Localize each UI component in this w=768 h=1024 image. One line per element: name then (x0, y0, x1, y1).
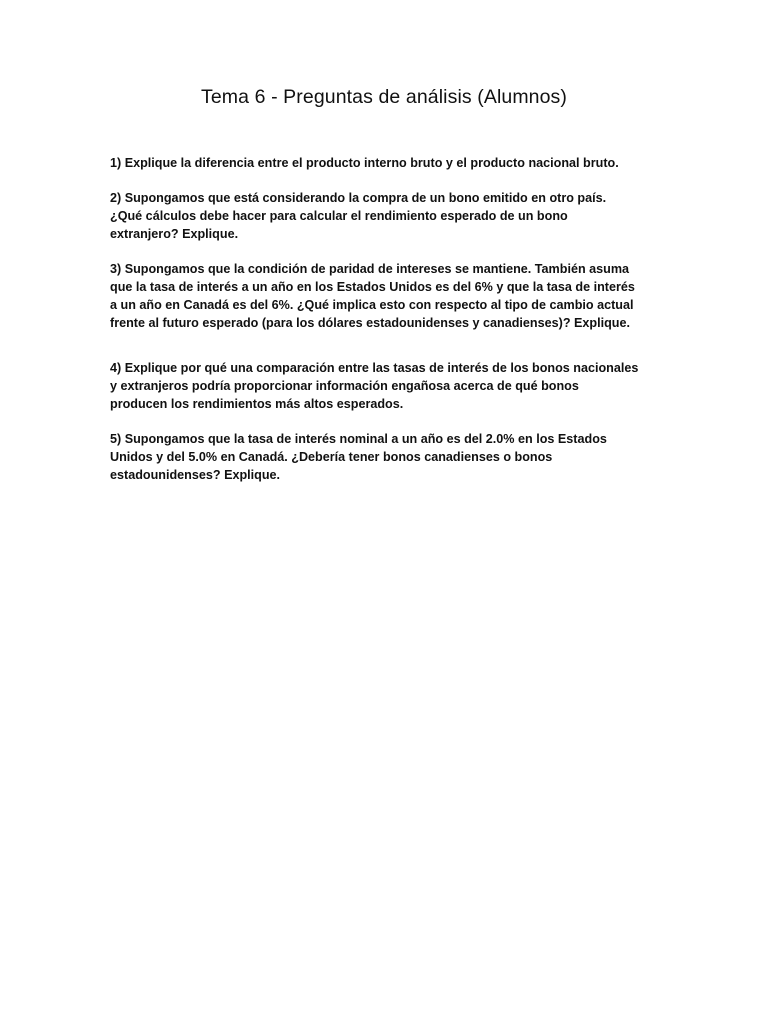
question-4 (110, 359, 670, 413)
question-1 (110, 154, 670, 172)
question-5-line: estadounidenses? Explique. (110, 468, 281, 482)
question-2-line: ¿Qué cálculos debe hacer para calcular el rendimiento esperado de un bono (110, 209, 568, 223)
question-2-line: extranjero? Explique. (110, 227, 239, 241)
question-3-line: a un año en Canadá es del 6%. ¿Qué implica esto con respecto al tipo de cambio actual (110, 298, 634, 312)
question-1-line: 1) Explique la diferencia entre el producto interno bruto y el producto nacional bruto. (110, 156, 619, 170)
question-list (110, 154, 670, 484)
question-5 (110, 430, 670, 484)
question-4-line: y extranjeros podría proporcionar información engañosa acerca de qué bonos (110, 379, 579, 393)
question-4-line: 4) Explique por qué una comparación entre las tasas de interés de los bonos nacionales (110, 361, 639, 375)
question-5-line: Unidos y del 5.0% en Canadá. ¿Debería tener bonos canadienses o bonos (110, 450, 553, 464)
question-3-line: 3) Supongamos que la condición de paridad de intereses se mantiene. También asuma (110, 262, 630, 276)
question-2-line: 2) Supongamos que está considerando la compra de un bono emitido en otro país. (110, 191, 607, 205)
question-2 (110, 189, 670, 243)
question-3-line: frente al futuro esperado (para los dólares estadounidenses y canadienses)? Explique. (110, 316, 630, 330)
question-4-line: producen los rendimientos más altos esperados. (110, 397, 404, 411)
question-3-line: que la tasa de interés a un año en los Estados Unidos es del 6% y que la tasa de interés (110, 280, 635, 294)
page-title: Tema 6 - Preguntas de análisis (Alumnos) (201, 86, 567, 108)
question-5-line: 5) Supongamos que la tasa de interés nominal a un año es del 2.0% en los Estados (110, 432, 607, 446)
question-3 (110, 260, 670, 332)
